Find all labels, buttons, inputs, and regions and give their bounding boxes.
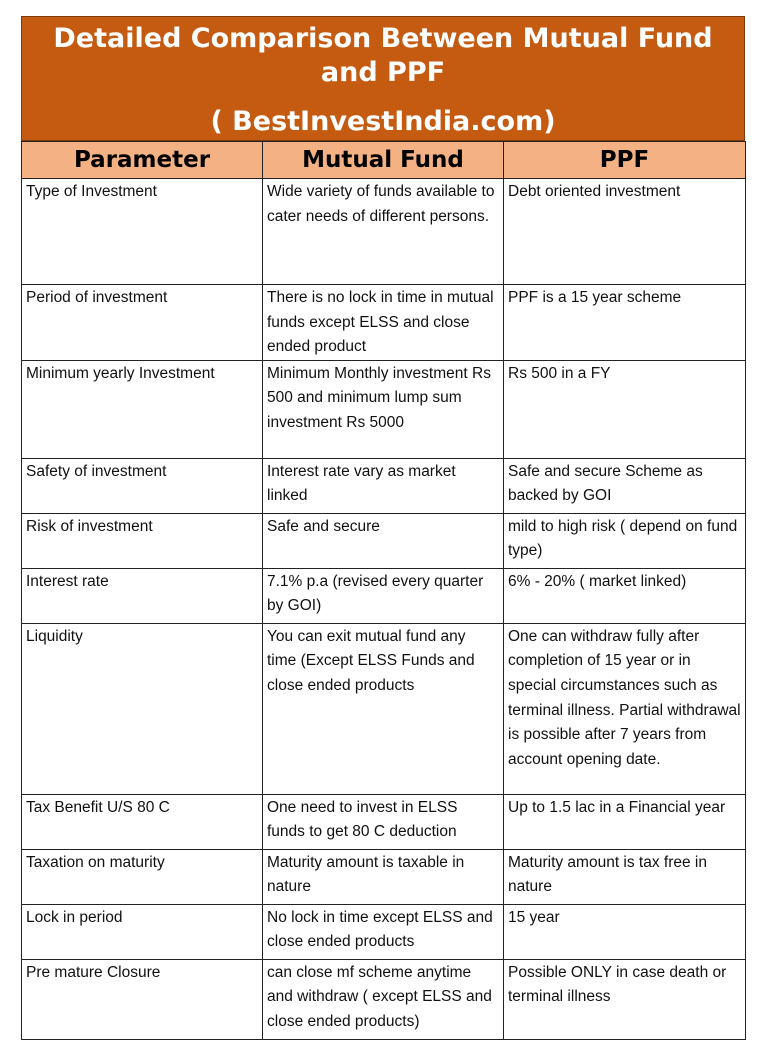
table-row <box>22 285 746 361</box>
table-header-row <box>22 142 746 179</box>
cell-mutual-fund: Wide variety of funds available to cater needs of different persons. <box>263 179 504 285</box>
cell-parameter: Taxation on maturity <box>22 849 263 904</box>
cell-mutual-fund: can close mf scheme anytime and withdraw ( except ELSS and close ended products) <box>263 959 504 1039</box>
table-row <box>22 623 746 794</box>
cell-parameter: Safety of investment <box>22 458 263 513</box>
title-line-2: and PPF <box>320 57 446 88</box>
cell-ppf: 15 year <box>504 904 746 959</box>
cell-parameter: Risk of investment <box>22 513 263 568</box>
cell-ppf: mild to high risk ( depend on fund type) <box>504 513 746 568</box>
cell-ppf: 6% - 20% ( market linked) <box>504 568 746 623</box>
table-row <box>22 458 746 513</box>
cell-parameter: Lock in period <box>22 904 263 959</box>
cell-parameter: Pre mature Closure <box>22 959 263 1039</box>
cell-parameter: Minimum yearly Investment <box>22 360 263 458</box>
cell-ppf: Safe and secure Scheme as backed by GOI <box>504 458 746 513</box>
cell-mutual-fund: 7.1% p.a (revised every quarter by GOI) <box>263 568 504 623</box>
cell-ppf: One can withdraw fully after completion of 15 year or in special circumstances such as terminal illness. Partial withdrawal is possible after 7 years from account opening date. <box>504 623 746 794</box>
table-row <box>22 568 746 623</box>
header-mutual-fund: Mutual Fund <box>263 142 504 179</box>
cell-mutual-fund: Maturity amount is taxable in nature <box>263 849 504 904</box>
cell-mutual-fund: You can exit mutual fund any time (Except ELSS Funds and close ended products <box>263 623 504 794</box>
table-row <box>22 179 746 285</box>
title-source: ( BestInvestIndia.com) <box>210 106 556 137</box>
cell-ppf: Maturity amount is tax free in nature <box>504 849 746 904</box>
header-parameter: Parameter <box>22 142 263 179</box>
cell-mutual-fund: One need to invest in ELSS funds to get 80 C deduction <box>263 794 504 849</box>
cell-parameter: Liquidity <box>22 623 263 794</box>
cell-parameter: Interest rate <box>22 568 263 623</box>
cell-ppf: Debt oriented investment <box>504 179 746 285</box>
table-row <box>22 959 746 1039</box>
cell-parameter: Type of Investment <box>22 179 263 285</box>
table-row <box>22 849 746 904</box>
title-line-1: Detailed Comparison Between Mutual Fund <box>53 23 713 54</box>
cell-ppf: PPF is a 15 year scheme <box>504 285 746 361</box>
table-row <box>22 904 746 959</box>
table-row <box>22 513 746 568</box>
cell-ppf: Possible ONLY in case death or terminal illness <box>504 959 746 1039</box>
cell-mutual-fund: Safe and secure <box>263 513 504 568</box>
cell-mutual-fund: There is no lock in time in mutual funds except ELSS and close ended product <box>263 285 504 361</box>
title-banner <box>21 16 745 141</box>
header-ppf: PPF <box>504 142 746 179</box>
cell-ppf: Rs 500 in a FY <box>504 360 746 458</box>
table-row <box>22 794 746 849</box>
cell-mutual-fund: Interest rate vary as market linked <box>263 458 504 513</box>
comparison-document <box>21 16 745 1046</box>
cell-mutual-fund: No lock in time except ELSS and close ended products <box>263 904 504 959</box>
cell-parameter: Tax Benefit U/S 80 C <box>22 794 263 849</box>
cell-ppf: Up to 1.5 lac in a Financial year <box>504 794 746 849</box>
table-row <box>22 360 746 458</box>
comparison-table <box>21 141 746 1040</box>
cell-parameter: Period of investment <box>22 285 263 361</box>
cell-mutual-fund: Minimum Monthly investment Rs 500 and minimum lump sum investment Rs 5000 <box>263 360 504 458</box>
